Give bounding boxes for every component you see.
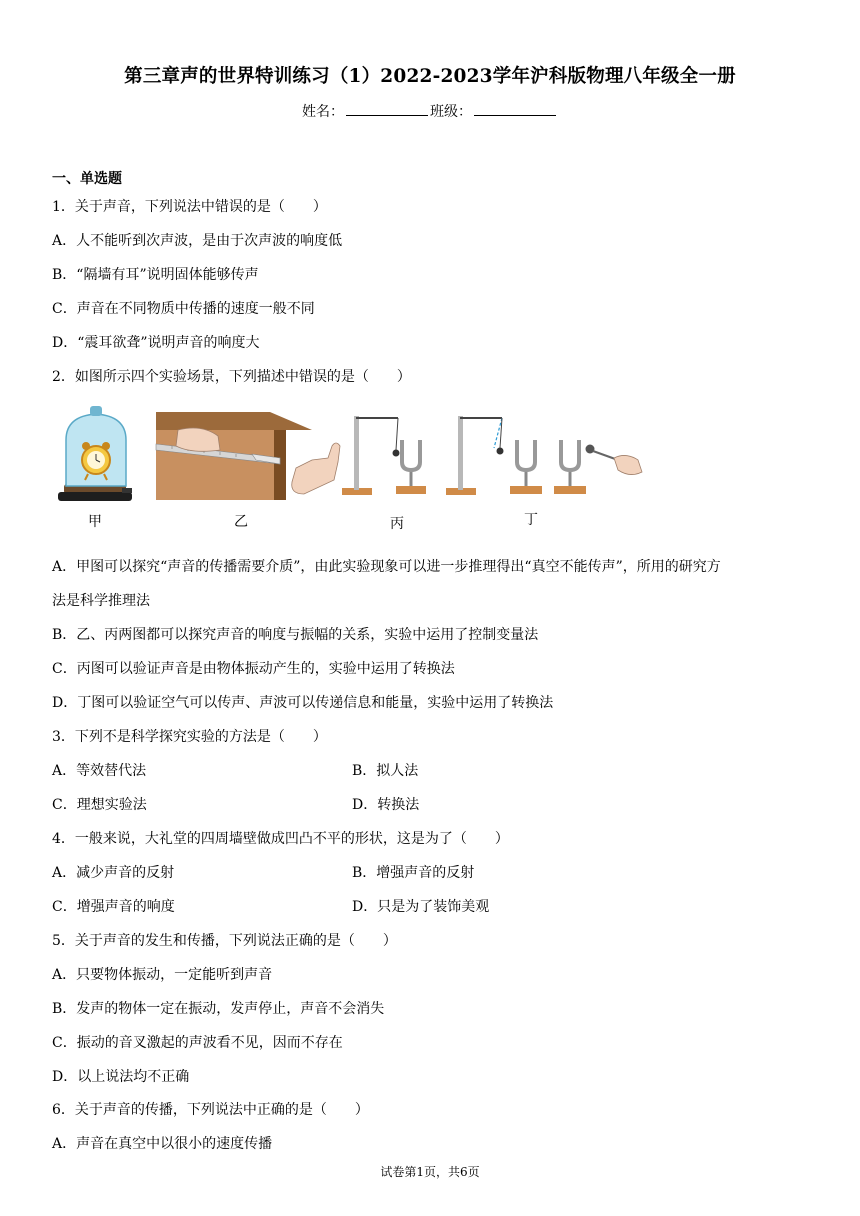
figure-label-yi: 乙 <box>234 514 248 530</box>
name-class-line <box>0 101 860 121</box>
q6-stem: 6．关于声音的传播，下列说法中正确的是（ ） <box>52 1102 369 1118</box>
q3-option-b: B．拟人法 <box>352 763 419 779</box>
q4-option-d: D．只是为了装饰美观 <box>352 899 490 915</box>
q2-option-c: C．丙图可以验证声音是由物体振动产生的，实验中运用了转换法 <box>52 661 455 677</box>
q3-option-a: A．等效替代法 <box>52 763 147 779</box>
tuning-fork-pendulum-illustration <box>342 416 426 495</box>
q4-option-a: A．减少声音的反射 <box>52 865 175 881</box>
q4-stem: 4．一般来说，大礼堂的四周墙壁做成凹凸不平的形状，这是为了（ ） <box>52 831 509 847</box>
q2-experiment-figure <box>52 402 652 542</box>
q1-option-b: B．“隔墙有耳”说明固体能够传声 <box>52 267 259 283</box>
ruler-on-table-illustration <box>156 412 340 500</box>
figure-label-ding: 丁 <box>524 512 538 528</box>
q5-option-d: D．以上说法均不正确 <box>52 1069 190 1085</box>
q5-option-c: C．振动的音叉激起的声波看不见，因而不存在 <box>52 1035 343 1051</box>
q1-option-d: D．“震耳欲聋”说明声音的响度大 <box>52 335 260 351</box>
q2-option-d: D．丁图可以验证空气可以传声、声波可以传递信息和能量，实验中运用了转换法 <box>52 695 554 711</box>
q6-option-a: A．声音在真空中以很小的速度传播 <box>52 1136 273 1152</box>
figure-label-jia: 甲 <box>88 514 102 530</box>
q4-option-c: C．增强声音的响度 <box>52 899 175 915</box>
name-label: 姓名： <box>302 104 344 120</box>
q3-option-d: D．转换法 <box>352 797 420 813</box>
figure-label-bing: 丙 <box>390 516 404 532</box>
q2-option-b: B．乙、丙两图都可以探究声音的响度与振幅的关系，实验中运用了控制变量法 <box>52 627 539 643</box>
q1-option-c: C．声音在不同物质中传播的速度一般不同 <box>52 301 315 317</box>
q3-stem: 3．下列不是科学探究实验的方法是（ ） <box>52 729 327 745</box>
q2-stem: 2．如图所示四个实验场景，下列描述中错误的是（ ） <box>52 369 411 385</box>
page-title: 第三章声的世界特训练习（1）2022-2023学年沪科版物理八年级全一册 <box>124 66 736 87</box>
q5-stem: 5．关于声音的发生和传播，下列说法正确的是（ ） <box>52 933 397 949</box>
q2-option-a-cont: 法是科学推理法 <box>52 593 150 609</box>
two-tuning-forks-illustration <box>446 416 642 495</box>
q5-option-b: B．发声的物体一定在振动，发声停止，声音不会消失 <box>52 1001 385 1017</box>
q5-option-a: A．只要物体振动，一定能听到声音 <box>52 967 273 983</box>
q4-option-b: B．增强声音的反射 <box>352 865 475 881</box>
page-footer: 试卷第1页，共6页 <box>380 1165 480 1179</box>
class-label: 班级： <box>430 104 472 120</box>
name-blank <box>346 103 428 116</box>
q1-stem: 1．关于声音，下列说法中错误的是（ ） <box>52 199 327 215</box>
class-blank <box>474 103 556 116</box>
section-title: 一、单选题 <box>52 171 122 187</box>
q1-option-a: A．人不能听到次声波，是由于次声波的响度低 <box>52 233 343 249</box>
q2-option-a: A．甲图可以探究“声音的传播需要介质”，由此实验现象可以进一步推理得出“真空不能传声”，所用的研究方 <box>52 559 721 575</box>
q3-option-c: C．理想实验法 <box>52 797 147 813</box>
bell-jar-clock-illustration <box>58 406 132 501</box>
